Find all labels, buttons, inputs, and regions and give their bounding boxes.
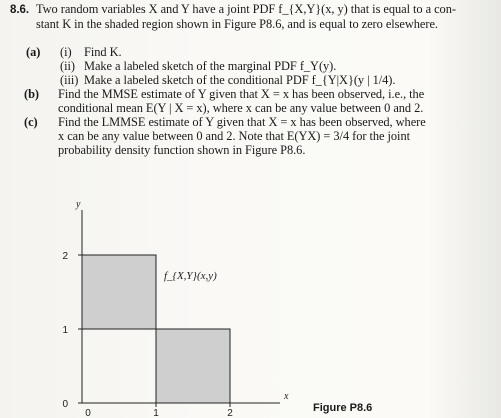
region-label: f_{X,Y}(x,y) [164,270,217,282]
part-a-label: (a) [26,45,41,59]
part-b-label: (b) [24,87,39,101]
subpart-text: Find K. [84,45,122,59]
y-axis-label: y [76,199,81,210]
part-b-line-2: conditional mean E(Y | X = x), where x can be any value between 0 and 2. [58,101,424,115]
stem-line-1: Two random variables X and Y have a joint PDF f_{X,Y}(x, y) that is equal to a con- [36,2,456,16]
shaded-region-1 [82,255,156,329]
x-tick-label-0: 0 [85,408,91,418]
y-tick-label-0: 0 [62,399,68,410]
figure-caption: Figure P8.6 [313,402,373,414]
subpart-label: (i) [60,45,72,59]
stem-line-2: stant K in the shaded region shown in Figure P8.6, and is equal to zero elsewhere. [36,17,438,31]
subpart-label: (ii) [60,59,75,73]
subpart-text: Make a labeled sketch of the conditional PDF f_{Y|X}(y | 1/4). [84,73,396,87]
y-tick-label-1: 1 [62,325,68,336]
y-tick-label-2: 2 [62,251,68,262]
part-c-label: (c) [24,115,38,129]
problem-number: 8.6. [10,4,29,16]
part-b-line-1: Find the MMSE estimate of Y given that X = x has been observed, i.e., the [58,87,425,101]
part-c-line-3: probability density function shown in Figure P8.6. [58,143,306,157]
subpart-label: (iii) [60,73,79,87]
shaded-region-2 [156,329,230,403]
x-axis-label: x [284,391,289,402]
part-c-line-2: x can be any value between 0 and 2. Note that E(YX) = 3/4 for the joint [58,129,410,143]
subpart-text: Make a labeled sketch of the marginal PDF f_Y(y). [84,59,337,73]
x-tick-label-1: 1 [153,408,159,418]
x-tick-label-2: 2 [227,408,233,418]
part-c-line-1: Find the LMMSE estimate of Y given that X = x has been observed, where [58,115,426,129]
